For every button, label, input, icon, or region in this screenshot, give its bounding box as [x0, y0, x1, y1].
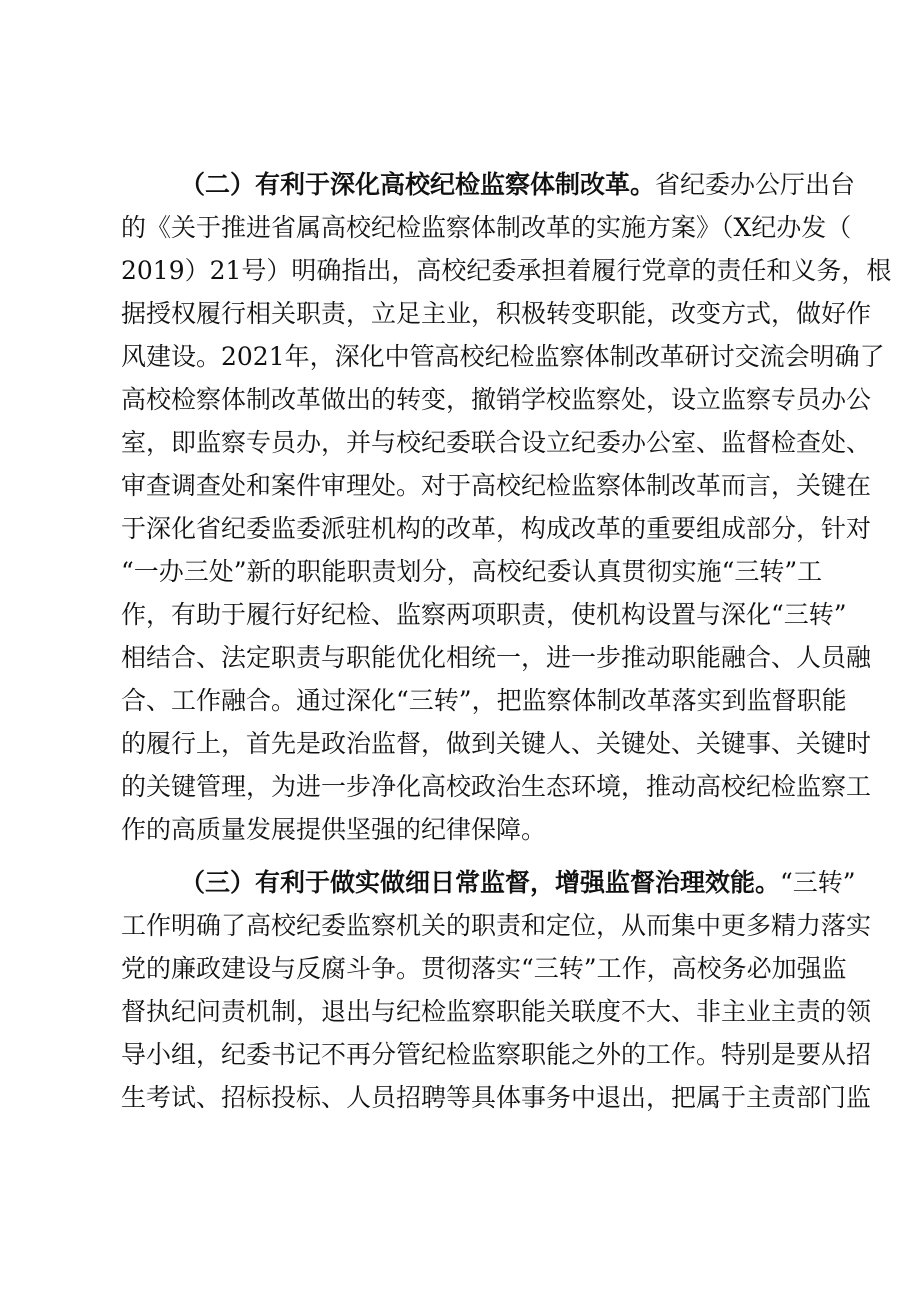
paragraph-line: 风建设。2021年，深化中管高校纪检监察体制改革研讨交流会明确了	[121, 342, 885, 371]
paragraph-line: 生考试、招标投标、人员招聘等具体事务中退出，把属于主责部门监	[121, 1083, 872, 1112]
paragraph-line: 相结合、法定职责与职能优化相统一，进一步推动职能融合、人员融	[121, 643, 872, 672]
paragraph-line: 作，有助于履行好纪检、监察两项职责，使机构设置与深化“三转”	[121, 600, 847, 629]
paragraph-line: 据授权履行相关职责，立足主业，积极转变职能，改变方式，做好作	[121, 299, 872, 328]
paragraph-text: 省纪委办公厅出台	[655, 170, 856, 199]
paragraph-line: 高校检察体制改革做出的转变，撤销学校监察处，设立监察专员办公	[121, 385, 872, 414]
paragraph-line: 的履行上，首先是政治监督，做到关键人、关键处、关键事、关键时	[121, 729, 872, 758]
section-heading: （三）有利于做实做细日常监督，增强监督治理效能。	[180, 868, 781, 897]
paragraph-line: 党的廉政建设与反腐斗争。贯彻落实“三转”工作，高校务必加强监	[121, 954, 847, 983]
paragraph-line: 于深化省纪委监委派驻机构的改革，构成改革的重要组成部分，针对	[121, 514, 872, 543]
paragraph-line: 室，即监察专员办，并与校纪委联合设立纪委办公室、监督检查处、	[121, 428, 872, 457]
paragraph-line: 的《关于推进省属高校纪检监察体制改革的实施方案》（X纪办发（	[121, 213, 852, 242]
paragraph-line: “一办三处”新的职能职责划分，高校纪委认真贯彻实施“三转”工	[121, 557, 823, 586]
paragraph-line: 的关键管理，为进一步净化高校政治生态环境，推动高校纪检监察工	[121, 772, 872, 801]
paragraph-line: 2019）21号）明确指出，高校纪委承担着履行党章的责任和义务，根	[121, 256, 892, 285]
paragraph-line: 导小组，纪委书记不再分管纪检监察职能之外的工作。特别是要从招	[121, 1040, 872, 1069]
paragraph-line	[180, 164, 856, 206]
section-heading: （二）有利于深化高校纪检监察体制改革。	[180, 170, 656, 199]
paragraph-line: 审查调查处和案件审理处。对于高校纪检监察体制改革而言，关键在	[121, 471, 872, 500]
paragraph-line: 工作明确了高校纪委监察机关的职责和定位，从而集中更多精力落实	[121, 911, 872, 940]
paragraph-line: 督执纪问责机制，退出与纪检监察职能关联度不大、非主业主责的领	[121, 997, 872, 1026]
paragraph-line	[180, 862, 856, 904]
paragraph-text: “三转”	[780, 868, 856, 897]
paragraph-line: 合、工作融合。通过深化“三转”，把监察体制改革落实到监督职能	[121, 686, 847, 715]
paragraph-line: 作的高质量发展提供坚强的纪律保障。	[121, 815, 547, 844]
